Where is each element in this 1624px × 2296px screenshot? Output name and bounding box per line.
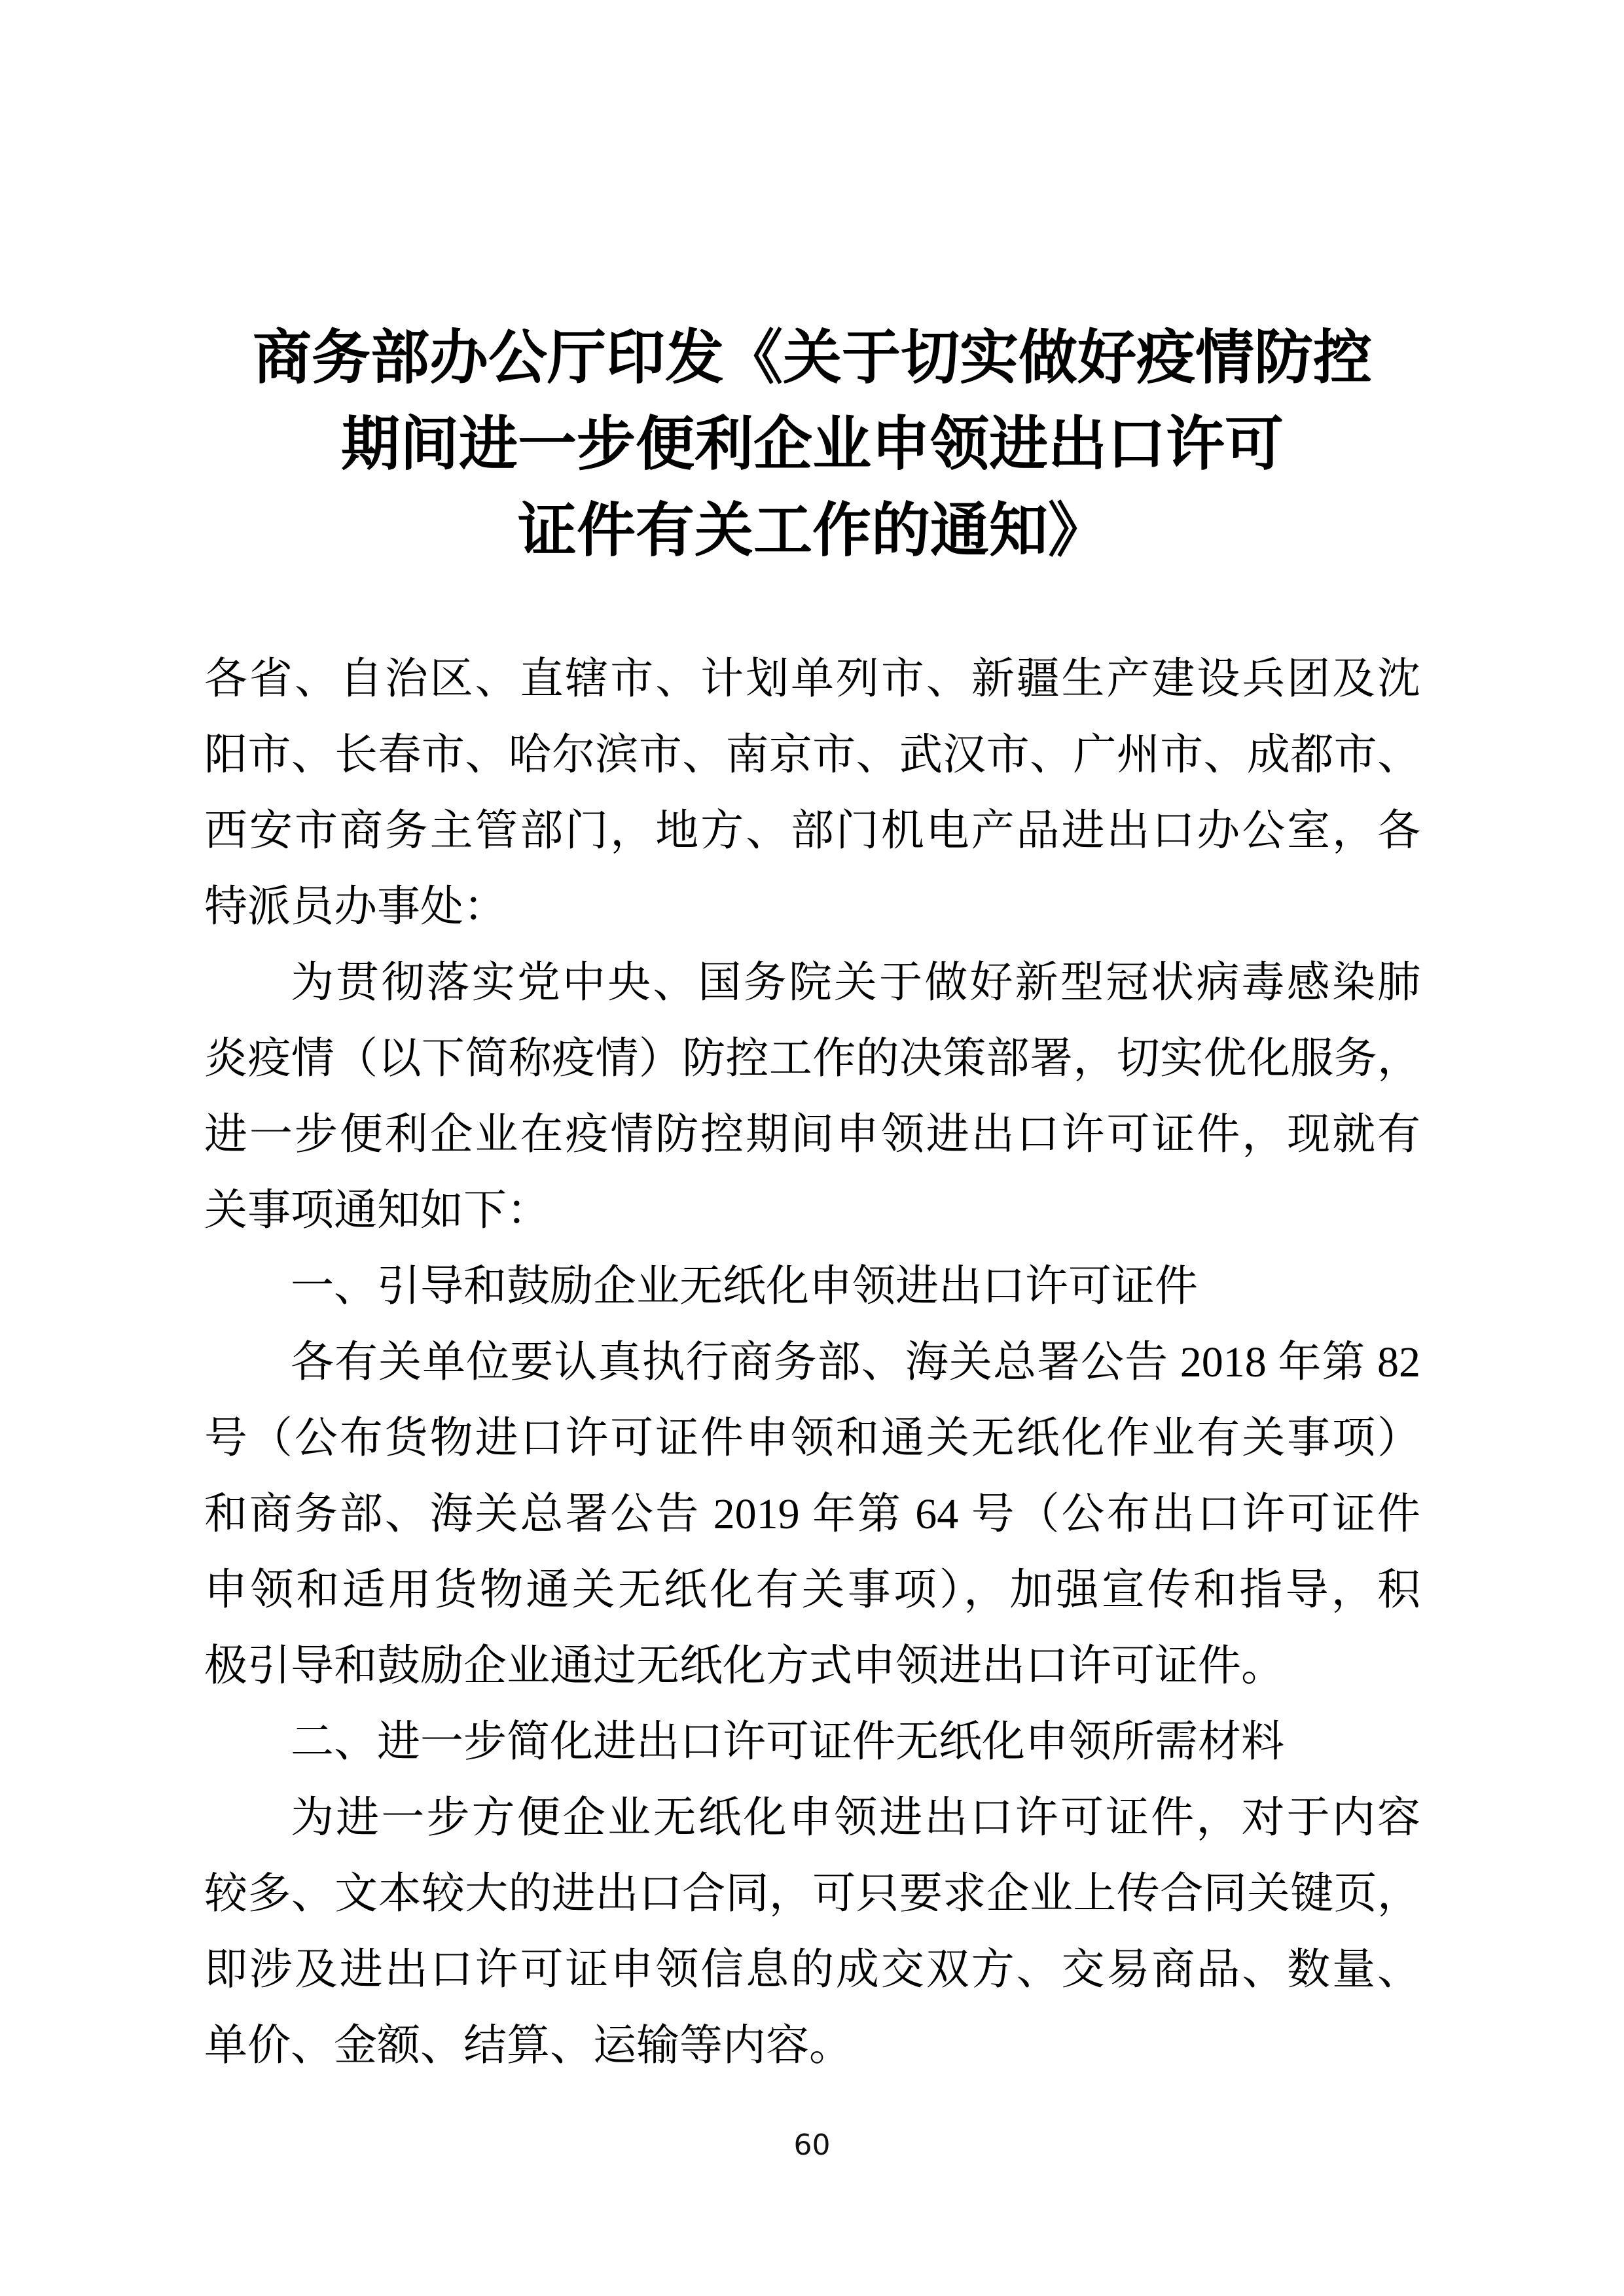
page-number: 60 — [793, 2128, 831, 2162]
document-title-line: 证件有关工作的通知》 — [518, 499, 1107, 564]
body-line: 为贯彻落实党中央、国务院关于做好新型冠状病毒感染肺 — [291, 959, 1420, 1007]
document-title-line: 期间进一步便利企业申领进出口许可 — [341, 412, 1284, 477]
body-line: 申领和适用货物通关无纸化有关事项），加强宣传和指导，积 — [204, 1566, 1420, 1614]
body-line: 极引导和鼓励企业通过无纸化方式申领进出口许可证件。 — [204, 1642, 1284, 1690]
paragraph-section-1-body — [204, 1325, 1420, 1704]
body-line: 各省、自治区、直辖市、计划单列市、新疆生产建设兵团及沈 — [204, 655, 1420, 703]
body-line: 二、进一步简化进出口许可证件无纸化申领所需材料 — [291, 1718, 1284, 1766]
document-title-line: 商务部办公厅印发《关于切实做好疫情防控 — [253, 326, 1372, 391]
body-line: 特派员办事处： — [204, 883, 507, 931]
paragraph-section-2-body — [204, 1780, 1420, 2084]
paragraph-intro — [204, 945, 1420, 1249]
document-body — [204, 641, 1420, 2084]
body-line: 为进一步方便企业无纸化申领进出口许可证件，对于内容 — [291, 1794, 1420, 1842]
body-line: 炎疫情（以下简称疫情）防控工作的决策部署，切实优化服务， — [204, 1035, 1420, 1083]
paragraph-addressees — [204, 641, 1420, 945]
paragraph-section-1-heading — [204, 1249, 1420, 1325]
paragraph-section-2-heading — [204, 1704, 1420, 1780]
body-line: 和商务部、海关总署公告 2019 年第 64 号（公布出口许可证件 — [204, 1490, 1420, 1538]
document-content — [204, 0, 1420, 2084]
body-line: 各有关单位要认真执行商务部、海关总署公告 2018 年第 82 — [291, 1338, 1420, 1386]
body-line: 单价、金额、结算、运输等内容。 — [204, 2022, 852, 2070]
body-line: 一、引导和鼓励企业无纸化申领进出口许可证件 — [291, 1263, 1198, 1310]
document-title — [204, 315, 1420, 575]
body-line: 西安市商务主管部门，地方、部门机电产品进出口办公室，各 — [204, 807, 1420, 855]
body-line: 关事项通知如下： — [204, 1187, 550, 1234]
body-line: 进一步便利企业在疫情防控期间申领进出口许可证件，现就有 — [204, 1111, 1420, 1158]
body-line: 号（公布货物进口许可证件申领和通关无纸化作业有关事项） — [204, 1414, 1420, 1462]
body-line: 阳市、长春市、哈尔滨市、南京市、武汉市、广州市、成都市、 — [204, 731, 1420, 779]
body-line: 即涉及进出口许可证申领信息的成交双方、交易商品、数量、 — [204, 1946, 1420, 1994]
page-footer — [0, 2126, 1624, 2165]
body-line: 较多、文本较大的进出口合同，可只要求企业上传合同关键页， — [204, 1870, 1420, 1918]
